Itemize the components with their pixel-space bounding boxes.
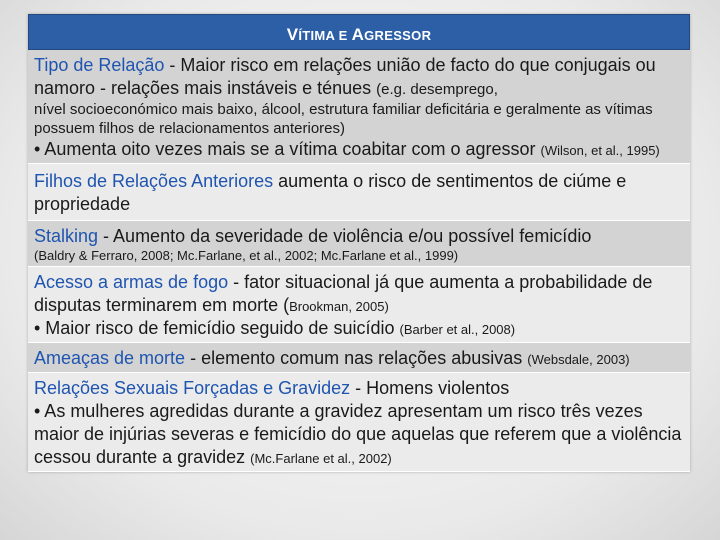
risk-factors-table [28,14,690,472]
row-stalking [28,221,690,267]
row4-bullet: • Maior risco de femicídio seguido de suicídio [34,318,400,338]
row1-detail: nível socioeconómico mais baixo, álcool, estrutura familiar deficitária e geralmente as vítimas possuem filhos de relacionamentos anteriores) [34,101,653,137]
row4-bullet-line [34,317,684,340]
title-a: A [351,25,365,44]
row5-text: - elemento comum nas relações abusivas [185,348,528,368]
row3-cite: (Baldry & Ferraro, 2008; Mc.Farlane, et al., 2002; Mc.Farlane et al., 1999) [34,248,459,263]
row1-text: - Maior risco em relações união de facto do que conjugais ou namoro - relações mais instáveis e ténues [34,55,656,98]
row4-main [34,271,684,317]
row6-term: Relações Sexuais Forçadas e Gravidez [34,378,356,398]
row2-text: aumenta o risco de sentimentos de ciúme e propriedade [34,171,627,214]
row4-cite2: (Barber et al., 2008) [399,322,516,337]
table-header [28,14,690,50]
row6-bullet: • As mulheres agredidas durante a gravidez apresentam um risco três vezes maior de injúrias severas e femicídio do que aquelas que referem que a violência cessou durante a gravidez [34,401,682,467]
row6-main [34,377,684,400]
row2-main [34,170,684,216]
row-ameacas [28,343,690,373]
row1-cite: (Wilson, et al., 1995) [540,143,660,158]
row1-term: Tipo de Relação [34,55,165,75]
title-gressor: GRESSOR [364,28,432,43]
row1-text-small: (e.g. desemprego, [376,81,498,98]
row1-bullet-line [34,138,684,161]
row1-bullet: • Aumenta oito vezes mais se a vítima coabitar com o agressor [34,139,541,159]
row5-cite: (Websdale, 2003) [527,352,630,367]
row2-term: Filhos de Relações Anteriores [34,171,274,191]
row1-main [34,54,684,100]
row6-cite: (Mc.Farlane et al., 2002) [250,451,392,466]
row-relacoes-sexuais [28,373,690,472]
row5-term: Ameaças de morte [34,348,186,368]
row6-text: - Homens violentos [355,378,510,398]
row4-cite1: Brookman, 2005) [289,299,389,314]
row-armas [28,267,690,343]
row6-bullet-line [34,400,684,469]
row3-main [34,225,684,248]
row-tipo-relacao [28,50,690,164]
title-v: V [286,25,299,44]
row5-main [34,347,684,370]
row-filhos [28,164,690,221]
row3-term: Stalking [34,226,99,246]
row4-term: Acesso a armas de fogo [34,272,229,292]
row4-text: - fator situacional já que aumenta a probabilidade de disputas terminarem em morte ( [34,272,653,315]
title-itima: ÍTIMA E [298,28,352,43]
row3-text: - Aumento da severidade de violência e/ou possível femicídio [98,226,592,246]
